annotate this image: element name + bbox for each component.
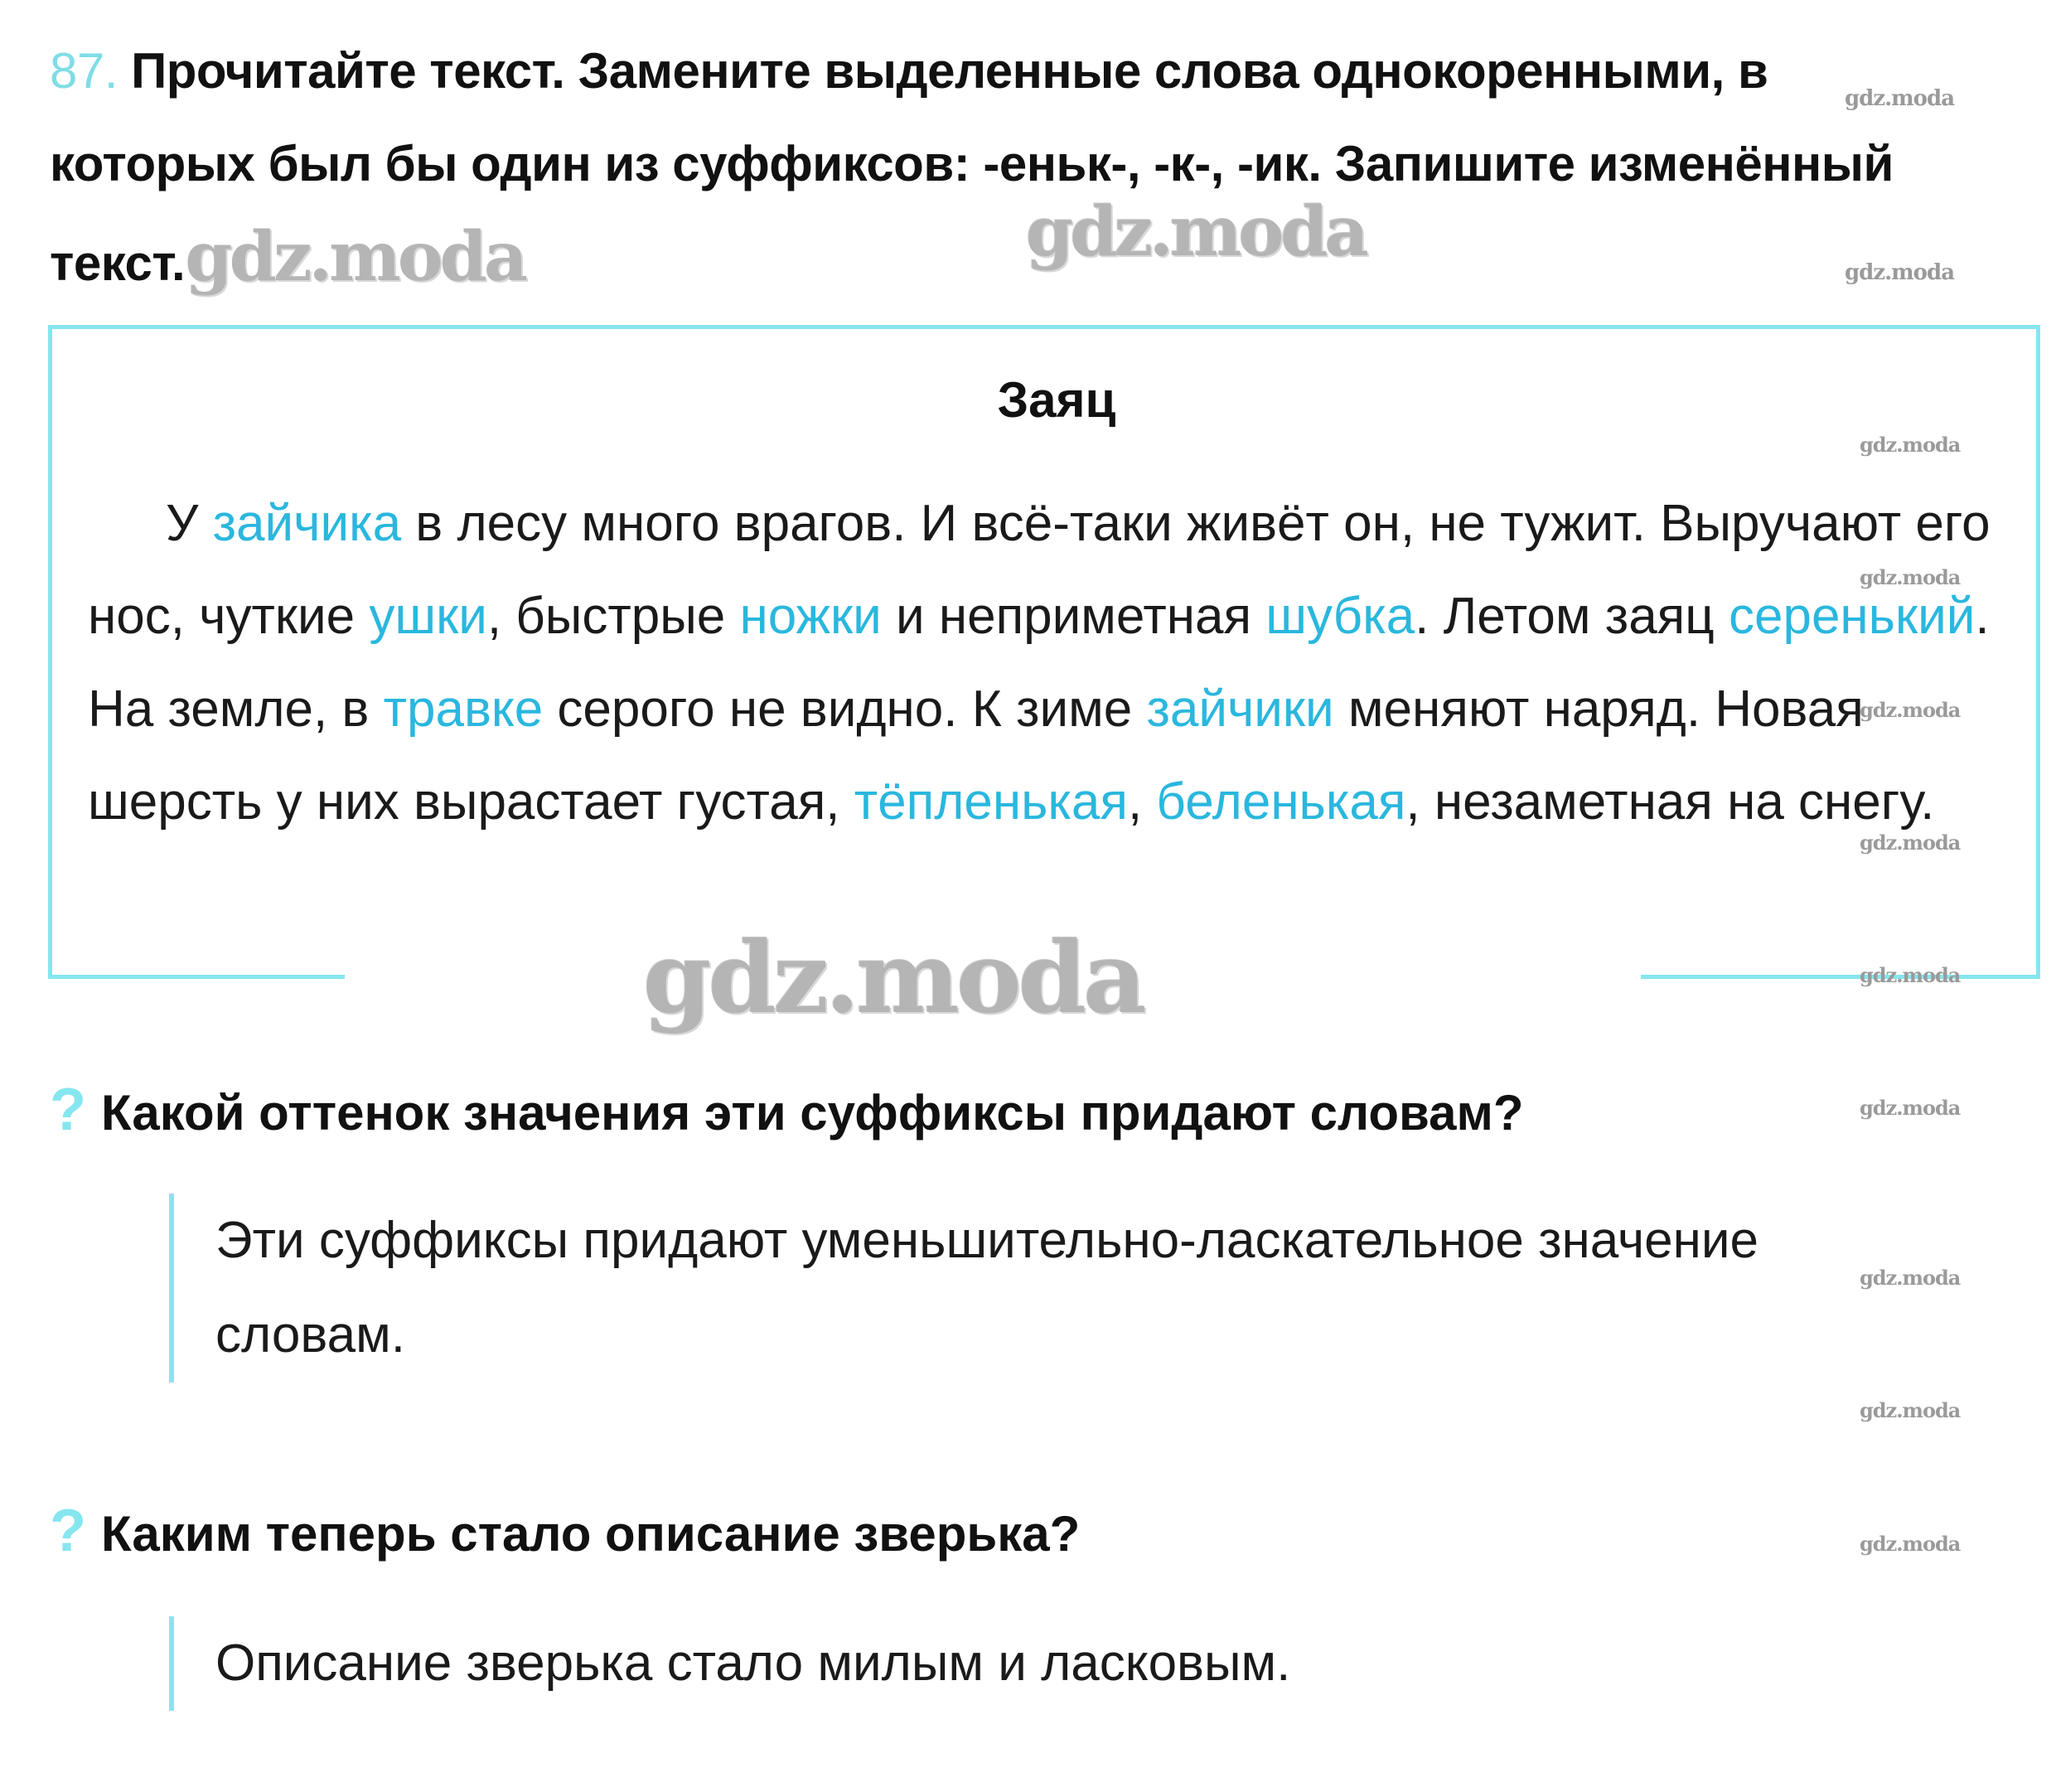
question-mark-icon: ? (50, 1077, 86, 1143)
answer-block (169, 1194, 1931, 1383)
watermark-small: gdz.moda (1860, 565, 1961, 589)
watermark-small: gdz.moda (1860, 963, 1961, 987)
highlighted-word: серенький (1728, 588, 1976, 645)
answer-text: Эти суффиксы придают уменьшительно-ласкательное значение словам. (215, 1212, 1758, 1363)
highlighted-word: зайчики (1146, 680, 1334, 738)
story-fragment: серого не видно. К зиме (543, 680, 1147, 738)
watermark-inline: gdz.moda (185, 217, 525, 297)
text-frame-bottom-right (1641, 975, 2040, 979)
highlighted-word: ушки (369, 588, 487, 645)
highlighted-word: зайчика (212, 495, 402, 552)
highlighted-word: травке (383, 680, 544, 738)
watermark-small: gdz.moda (1860, 1532, 1961, 1556)
question (50, 1497, 1080, 1565)
story-fragment: и неприметная (881, 588, 1266, 645)
watermark-small: gdz.moda (1860, 433, 1961, 457)
story-fragment: , незаметная на снегу. (1405, 773, 1935, 831)
watermark-small: gdz.moda (1860, 1398, 1961, 1422)
answer-block (169, 1616, 1931, 1711)
question-text: Каким теперь стало описание зверька? (100, 1506, 1081, 1562)
watermark-large: gdz.moda (643, 920, 1144, 1035)
story-paragraph (88, 477, 1994, 849)
highlighted-word: тёпленькая (854, 773, 1128, 831)
question-text: Какой оттенок значения эти суффиксы придают словам? (100, 1085, 1524, 1141)
question-mark-icon: ? (50, 1498, 86, 1564)
watermark-large: gdz.moda (1026, 192, 1366, 272)
story-fragment: в лесу много врагов. И всё-таки живёт он, не тужит. Выручают его нос, чуткие (88, 495, 1991, 645)
text-frame-bottom-left (48, 975, 345, 979)
story-fragment: . Летом заяц (1415, 588, 1729, 645)
question (50, 1076, 1524, 1144)
highlighted-word: ножки (739, 588, 882, 645)
story-fragment: , быстрые (486, 588, 740, 645)
watermark-small: gdz.moda (1845, 86, 1955, 111)
story-title: Заяц (997, 372, 1116, 428)
task-statement (50, 25, 1981, 310)
watermark-small: gdz.moda (1860, 1096, 1961, 1120)
story-fragment: . На земле, в (88, 588, 1990, 738)
story-fragment: меняют наряд. Новая шерсть у них вырастает густая, (88, 680, 1864, 831)
watermark-small: gdz.moda (1845, 260, 1955, 285)
watermark-small: gdz.moda (1860, 831, 1961, 855)
answer-text: Описание зверька стало милым и ласковым. (215, 1635, 1291, 1692)
task-number: 87. (50, 43, 118, 99)
task-text: Прочитайте текст. Замените выделенные слова однокоренными, в которых был бы один из суффиксов: -еньк-, -к-, -ик. Запишите изменённый текст. (50, 43, 1894, 291)
story-fragment: , (1127, 773, 1157, 831)
highlighted-word: шубка (1265, 588, 1415, 645)
watermark-small: gdz.moda (1860, 698, 1961, 722)
highlighted-word: беленькая (1156, 773, 1406, 831)
story-text (88, 477, 1994, 849)
story-fragment: У (166, 495, 213, 552)
watermark-small: gdz.moda (1860, 1266, 1961, 1290)
